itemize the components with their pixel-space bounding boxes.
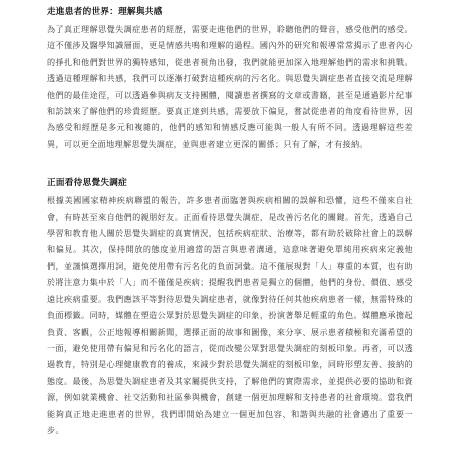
section-title-understanding: 走進患者的世界：理解與共感 <box>47 7 163 17</box>
section-paragraph-understanding: 為了真正理解思覺失調症患者的經歷，需要走進他們的世界，聆聽他們的聲音，感受他們的感受。這不僅涉及醫學知識層面，更是情感共鳴和理解的過程。國內外的研究和報導常常揭示了患者內心的掙扎和他們對世界的獨特感知，從患者視角出發，我們就能更加深入地理解他們的需求和挑戰。透過這種理解和共感，我們可以逐漸打破對這種疾病的污名化。與思覺失調症患者直接交流是理解他們的最佳途徑，可以透過參與病友支持團體，閱讀患者撰寫的文章或書籍，甚至是通過影片紀事和訪談來了解他們的珍貴經歷。要真正達到共感，需要放下偏見，嘗試從患者的角度看待世界，因為感受和經歷是多元和複雜的，他們的感知和情感反應可能與一般人有所不同。透過理解這些差異，可以更全面地理解思覺失調症，並與患者建立更深的關係；只有了解，才有接納。 <box>47 24 413 149</box>
section-title-positive-view: 正面看待思覺失調症 <box>47 178 128 189</box>
section-understanding <box>47 5 413 152</box>
section-positive-view <box>47 176 413 438</box>
section-paragraph-positive-view: 根據美國國家精神疾病聯盟的報告，許多患者面臨著與疾病相關的誤解和恐懼，這些不僅來自社會，有時甚至來自他們的親朋好友。正面看待思覺失調症，是改善污名化的關鍵。首先，透過自己學習和教育他人關於思覺失調症的真實情況，包括疾病症狀、治療等，都有助於破除社會上的誤解和偏見。其次，保持開放的態度並用適當的語言與患者溝通，這意味著避免單純用疾病來定義他們，並謹慎選擇用詞，避免使用帶有污名化的負面詞彙。這不僅展現對「人」尊重的本質，也有助於將注意力集中於「人」而不僅僅是疾病；提醒我們患者是獨立的個體，他們的身份、價值、感受遠比疾病重要。我們應該平等對待思覺失調症患者，就像對待任何其他疾病患者一樣，無需特殊的負面標籤。同時，媒體在塑造公眾對於思覺失調症的印象，扮演著舉足輕重的角色。媒體應承擔起負責、客觀，公正地報導相關新聞，選擇正面的故事和圖像，來分享、展示患者積極和充滿希望的一面，避免使用帶有偏見和污名化的語言，從而改變公眾對思覺失調症的刻板印象。再者，可以透過教育，特別是心理健康教育的養成，來減少對於思覺失調症的刻板印象，同時形塑友善、接納的態度。最後，為思覺失調症患者及其家屬提供支持，了解他們的實際需求，並提供必要的協助和資源，例如就業機會、社交活動和社區參與機會，創建一個更加理解和支持患者的社會環境。當我們能夠真正地走進患者的世界，我們即開始為建立一個更加包容、和諧與共融的社會邁出了重要一步。 <box>47 195 413 435</box>
